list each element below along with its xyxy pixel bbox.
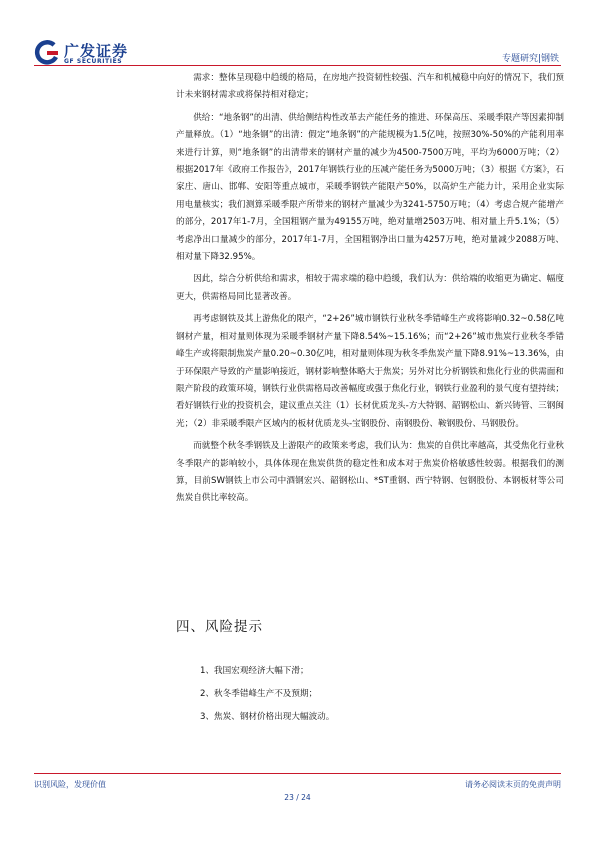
report-category: 专题研究|钢铁 (501, 54, 559, 64)
footer-rule (34, 773, 561, 774)
footer-disclaimer-note: 请务必阅读末页的免责声明 (465, 780, 561, 789)
section-title-risk: 四、风险提示 (176, 619, 263, 635)
page-header (0, 0, 595, 70)
gf-logo-icon (34, 40, 60, 66)
risk-item: 2、秋冬季错峰生产不及预期； (200, 689, 318, 699)
page-number: 23 / 24 (284, 793, 311, 802)
paragraph-production-limits: 再考虑钢铁及其上游焦化的限产，“2+26”城市钢铁行业秋冬季错峰生产或将影响0.32~0.58亿吨钢材产量，相对量则体现为采暖季钢材产量下降8.54%~15.16%；而“2+26”城市焦炭行业秋冬季错峰生产或将限制焦炭产量0.20~0.30亿吨，相对量则体现为秋冬季焦炭产量下降8.91%~13.36%，由于环保限产导致的产量影响接近，钢材影响整体略大于焦炭；另外对比分析钢铁和焦化行业的供需面和限产阶段的政策环境，钢铁行业供需格局改善幅度或强于焦化行业，钢铁行业盈利的景气度有望持续；看好钢铁行业的投资机会，建议重点关注（1）长材优质龙头-方大特钢、韶钢松山、新兴铸管、三钢闽光；（2）非采暖季限产区域内的板材优质龙头-宝钢股份、南钢股份、鞍钢股份、马钢股份。 (176, 314, 564, 429)
report-body (176, 70, 564, 513)
company-logo (34, 40, 134, 66)
logo-english-name: GF SECURITIES (64, 58, 123, 65)
risk-item: 1、我国宏观经济大幅下滑； (200, 666, 309, 676)
footer-slogan: 识别风险，发现价值 (34, 780, 106, 789)
paragraph-demand: 需求：整体呈现稳中趋缓的格局，在房地产投资韧性较强、汽车和机械稳中向好的情况下，我们预计未来钢材需求或将保持相对稳定； (176, 73, 564, 101)
paragraph-supply: 供给：“地条钢”的出清、供给侧结构性改革去产能任务的推进、环保高压、采暖季限产等因素抑制产量释放。（1）“地条钢”的出清：假定“地条钢”的产能规模为1.5亿吨，按照30%-50%的产能利用率来进行计算，则“地条钢”的出清带来的钢材产量的减少为4500-7500万吨，平均为6000万吨；（2）根据2017年《政府工作报告》，2017年钢铁行业的压减产能任务为5000万吨；（3）根据《方案》，石家庄、唐山、邯郸、安阳等重点城市，采暖季钢铁产能限产50%，以高炉生产能力计，采用企业实际用电量核实；我们测算采暖季限产所带来的钢材产量减少为3241-5750万吨；（4）考虑合规产能增产的部分，2017年1-7月，全国粗钢产量为49155万吨，绝对量增2503万吨、相对量上升5.1%；（5）考虑净出口量减少的部分，2017年1-7月，全国粗钢净出口量为4257万吨，绝对量减少2088万吨、相对量下降32.95%。 (176, 112, 564, 263)
risk-item: 3、焦炭、钢材价格出现大幅波动。 (200, 712, 335, 722)
logo-chinese-name: 广发证券 (64, 42, 129, 60)
header-rule (34, 65, 561, 66)
paragraph-conclusion: 因此，综合分析供给和需求，相较于需求端的稳中趋缓，我们认为：供给端的收缩更为确定、幅度更大，供需格局同比显著改善。 (176, 274, 564, 302)
paragraph-coke-self-supply: 而就整个秋冬季钢铁及上游限产的政策来考虑，我们认为：焦炭的自供比率越高，其受焦化行业秋冬季限产的影响较小，具体体现在焦炭供货的稳定性和成本对于焦炭价格敏感性较弱。根据我们的测算，目前SW钢铁上市公司中酒钢宏兴、韶钢松山、*ST重钢、西宁特钢、包钢股份、本钢板材等公司焦炭自供比率较高。 (176, 441, 564, 504)
